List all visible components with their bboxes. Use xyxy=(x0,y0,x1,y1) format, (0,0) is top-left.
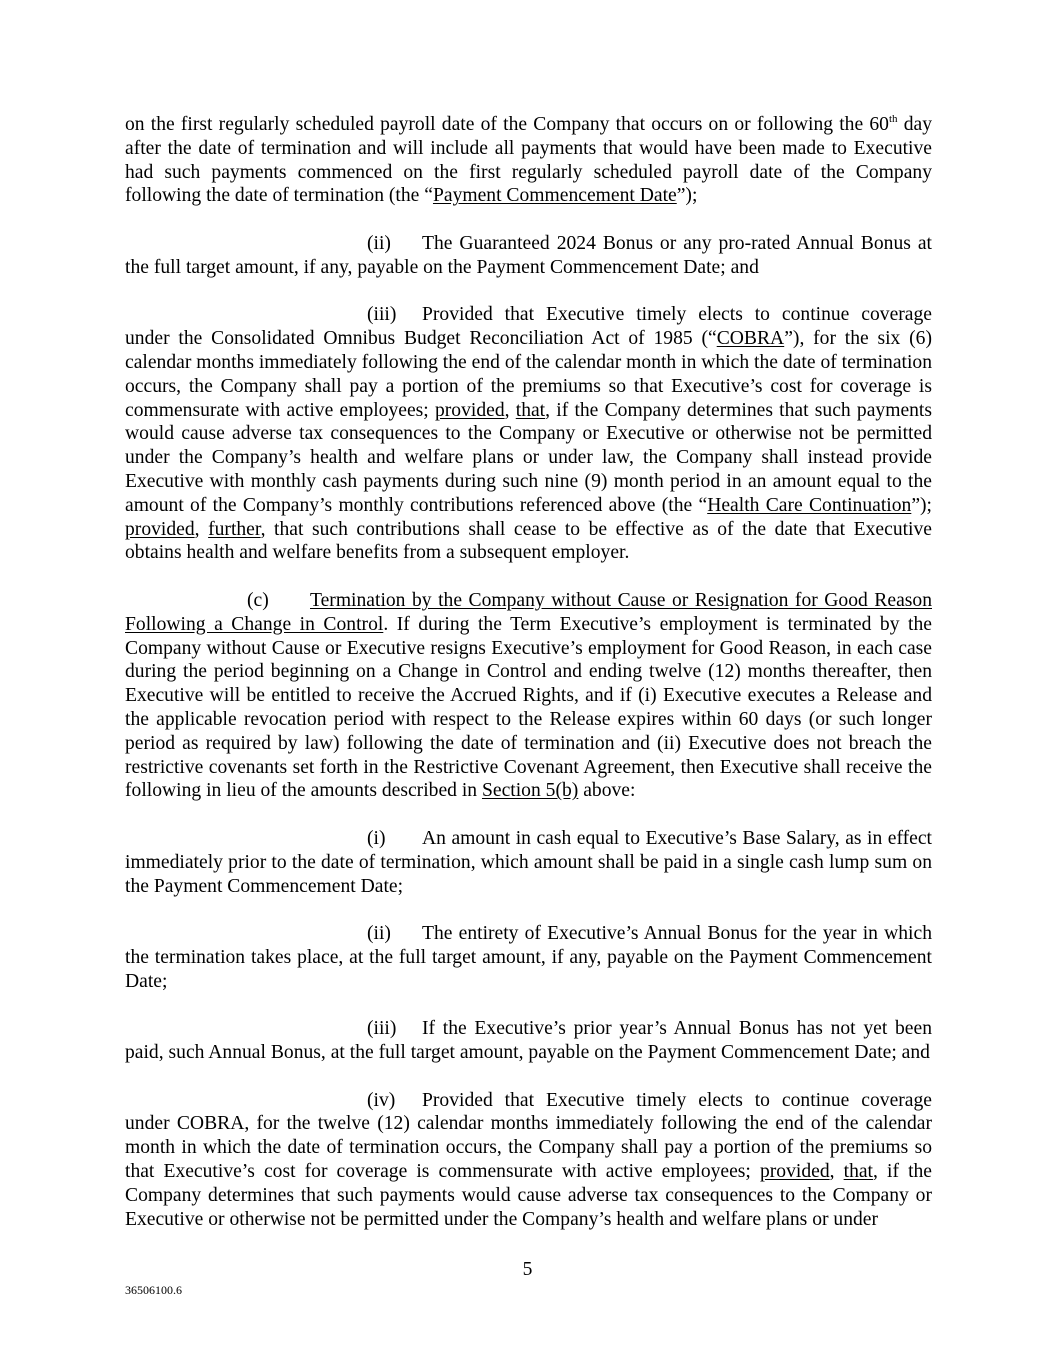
text-run: Provided that Executive timely elects to continue coverage under COBRA, for the twelve (12) calendar months immediately following the end of the calendar month in which the date of termination occurs, the Company shall pay a portion of the premiums so that Executive’s cost for coverage is commensurate with active employees; xyxy=(125,1089,932,1183)
underlined-term: provided xyxy=(759,1161,830,1183)
paragraph-b-ii xyxy=(125,232,932,280)
text-run: An amount in cash equal to Executive’s Base Salary, as in effect immediately prior to the date of termination, which amount shall be paid in a single cash lump sum on the Payment Commencement Date; xyxy=(125,827,932,897)
defined-term: COBRA xyxy=(716,328,785,350)
text-run: If the Executive’s prior year’s Annual Bonus has not yet been paid, such Annual Bonus, at the full target amount, payable on the Payment Commencement Date; and xyxy=(125,1018,932,1064)
paragraph-c-i xyxy=(125,827,932,898)
clause-number: (iii) xyxy=(367,1018,397,1040)
defined-term: Payment Commencement Date xyxy=(432,185,677,207)
paragraph-c-ii xyxy=(125,922,932,993)
defined-term: Health Care Continuation xyxy=(707,494,912,516)
text-run: ”); xyxy=(911,494,932,516)
text-run: , if the Company determines that such payments would cause adverse tax consequences to the Company or Executive or otherwise not be permitted under the Company’s health and welfare plans or under xyxy=(125,1161,933,1230)
clause-number: (c) xyxy=(247,589,269,611)
clause-number: (ii) xyxy=(367,923,391,945)
underlined-term: provided xyxy=(125,518,195,540)
document-body xyxy=(125,113,932,1231)
section-heading: Termination by the Company without Cause or Resignation for Good Reason Following a Change in Control xyxy=(125,589,932,635)
text-run: , if the Company determines that such payments would cause adverse tax consequences to the Company or Executive or otherwise not be permitted under the Company’s health and welfare plans or under law, the Company shall instead provide Executive with monthly cash payments during such nine (9) month period in an amount equal to the amount of the Company’s monthly contributions referenced above (the “ xyxy=(125,399,933,516)
clause-number: (i) xyxy=(367,827,386,849)
paragraph-c xyxy=(125,589,932,803)
text-run: , xyxy=(504,399,516,421)
text-run: . If during the Term Executive’s employment is terminated by the Company without Cause or Executive resigns Executive’s employment for Good Reason, in each case during the period beginning on a Change in Control and ending twelve (12) months thereafter, then Executive will be entitled to receive the Accrued Rights, and if (i) Executive executes a Release and the applicable revocation period with respect to the Release expires within 60 days (or such longer period as required by law) following the date of termination and (ii) Executive does not breach the restrictive covenants set forth in the Restrictive Covenant Agreement, then Executive shall receive the following in lieu of the amounts described in xyxy=(125,613,932,802)
underlined-term: that xyxy=(843,1161,874,1183)
superscript: th xyxy=(888,113,898,125)
text-run: on the first regularly scheduled payroll date of the Company that occurs on or following the 60 xyxy=(125,114,889,135)
clause-number: (iii) xyxy=(367,304,397,326)
document-id: 36506100.6 xyxy=(125,1283,182,1297)
underlined-term: further xyxy=(208,518,261,540)
text-run: , xyxy=(194,518,209,540)
paragraph-c-iii xyxy=(125,1017,932,1065)
text-run: ”), for the six (6) calendar months immediately following the end of the calendar month in which the date of termination occurs, the Company shall pay a portion of the premiums so that Executive’s cost for coverage is commensurate with active employees; xyxy=(125,328,932,421)
section-reference: Section 5(b) xyxy=(481,780,579,802)
underlined-term: that xyxy=(515,399,546,421)
text-run: The entirety of Executive’s Annual Bonus for the year in which the termination takes place, at the full target amount, if any, payable on the Payment Commencement Date; xyxy=(125,923,932,992)
text-run: , xyxy=(829,1161,844,1183)
text-run: The Guaranteed 2024 Bonus or any pro-rated Annual Bonus at the full target amount, if any, payable on the Payment Commencement Date; and xyxy=(125,232,932,278)
text-run: Provided that Executive timely elects to continue coverage under the Consolidated Omnibus Budget Reconciliation Act of 1985 (“ xyxy=(125,304,932,350)
text-run: , that such contributions shall cease to be effective as of the date that Executive obtains health and welfare benefits from a subsequent employer. xyxy=(125,518,932,564)
paragraph-b-iii xyxy=(125,303,932,565)
clause-number: (ii) xyxy=(367,232,391,254)
clause-number: (iv) xyxy=(367,1089,396,1111)
page-number: 5 xyxy=(522,1259,533,1280)
text-run: above: xyxy=(578,780,636,802)
paragraph-c-iv xyxy=(125,1089,932,1232)
text-run: ”); xyxy=(676,185,698,207)
paragraph-payment-commencement xyxy=(125,113,932,208)
underlined-term: provided xyxy=(434,399,505,421)
text-run: day after the date of termination and will include all payments that would have been made to Executive had such payments commenced on the first regularly scheduled payroll date of the Company following the date of termination (the “ xyxy=(125,114,932,207)
